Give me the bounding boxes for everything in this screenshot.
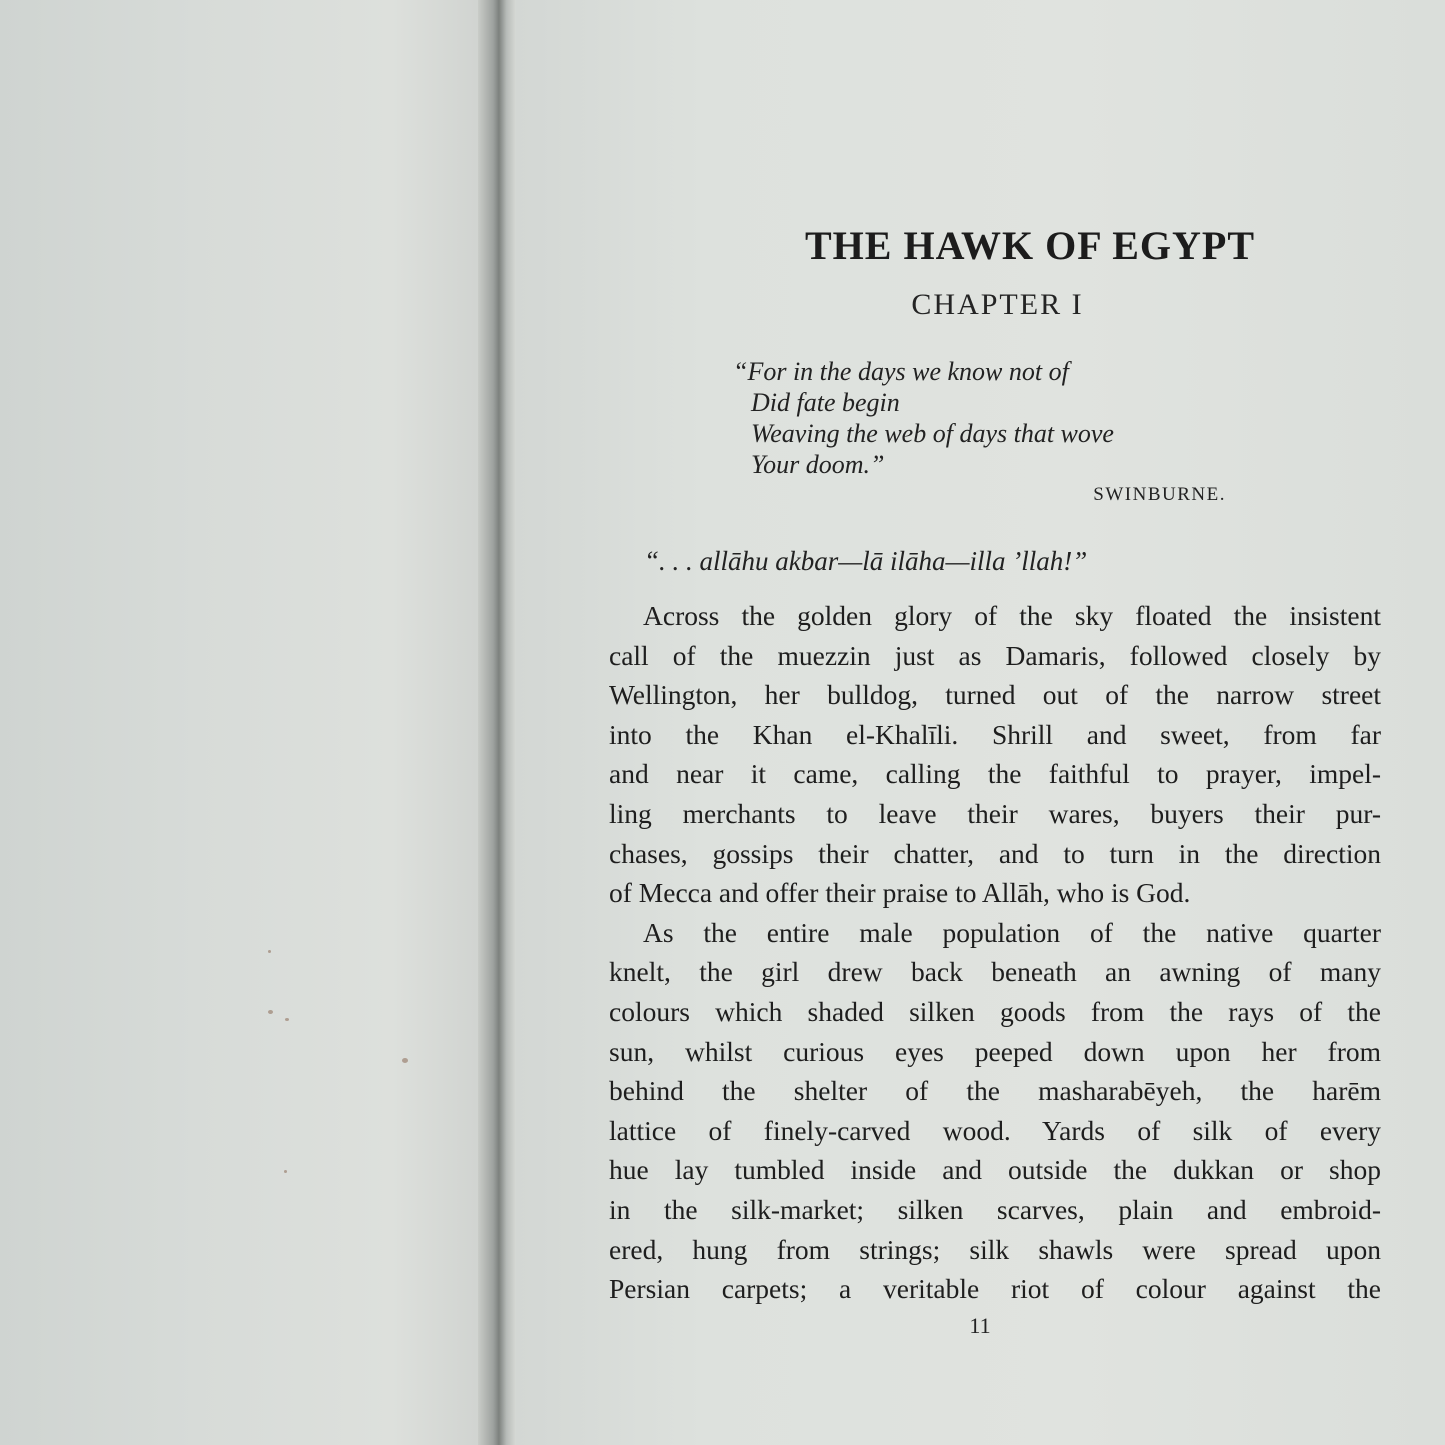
foxing-stain <box>285 1018 289 1021</box>
epigraph-line: Weaving the web of days that wove <box>751 419 1114 448</box>
text-line: Across the golden glory of the sky floated the insistent <box>643 600 1381 631</box>
text-line: As the entire male population of the native quarter <box>643 916 1381 948</box>
chapter-heading: CHAPTER I <box>911 288 1084 321</box>
text-line: hue lay tumbled inside and outside the dukkan or shop <box>609 1154 1381 1186</box>
epigraph <box>733 356 1253 480</box>
text-line: knelt, the girl drew back beneath an awning of many <box>609 956 1381 988</box>
book-gutter <box>478 0 516 1445</box>
text-line: behind the shelter of the masharabēyeh, the harēm <box>609 1075 1381 1107</box>
call-to-prayer: “. . . allāhu akbar—lā ilāha—illa ’llah!” <box>644 546 1088 576</box>
foxing-stain <box>268 1010 273 1014</box>
paragraph <box>609 596 1381 913</box>
text-line: and near it came, calling the faithful to prayer, impel- <box>609 758 1381 790</box>
page-number: 11 <box>969 1313 991 1338</box>
text-line: call of the muezzin just as Damaris, followed closely by <box>609 639 1381 671</box>
epigraph-line: Your doom.” <box>751 450 885 479</box>
paragraph <box>609 913 1381 1309</box>
foxing-stain <box>268 950 271 953</box>
foxing-stain <box>402 1058 408 1063</box>
epigraph-line: “For in the days we know not of <box>733 357 1069 386</box>
text-line: ered, hung from strings; silk shawls were spread upon <box>609 1233 1381 1265</box>
text-line: colours which shaded silken goods from the rays of the <box>609 995 1381 1027</box>
text-line: sun, whilst curious eyes peeped down upon her from <box>609 1035 1381 1067</box>
text-line: in the silk-market; silken scarves, plain and embroid- <box>609 1193 1381 1225</box>
text-line: Wellington, her bulldog, turned out of the narrow street <box>609 679 1381 711</box>
text-line: of Mecca and offer their praise to Allāh, who is God. <box>609 877 1191 909</box>
epigraph-line: Did fate begin <box>751 388 900 417</box>
body-text <box>609 596 1381 1309</box>
epigraph-attribution: SWINBURNE. <box>1093 484 1226 505</box>
left-page <box>0 0 490 1445</box>
book-title: THE HAWK OF EGYPT <box>804 223 1255 268</box>
foxing-stain <box>284 1170 287 1173</box>
text-line: Persian carpets; a veritable riot of colour against the <box>609 1273 1381 1305</box>
text-line: lattice of finely-carved wood. Yards of silk of every <box>609 1114 1381 1146</box>
text-line: chases, gossips their chatter, and to turn in the direction <box>609 837 1381 869</box>
text-line: ling merchants to leave their wares, buyers their pur- <box>609 797 1381 829</box>
text-line: into the Khan el-Khalīli. Shrill and sweet, from far <box>609 718 1381 750</box>
